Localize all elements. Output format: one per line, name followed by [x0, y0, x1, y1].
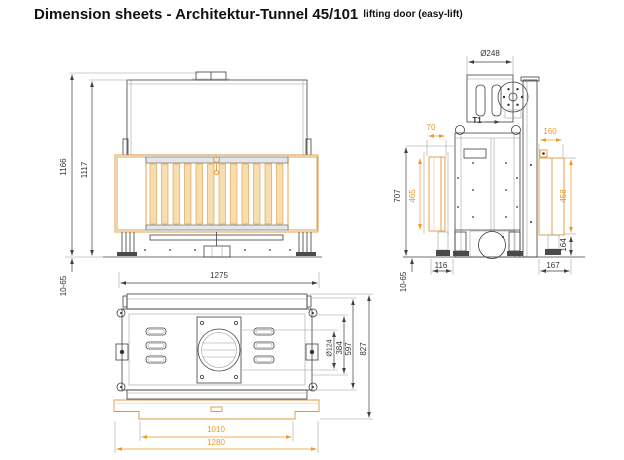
dim-front-feet-range: 10-65	[59, 275, 68, 297]
dim-side-opening-height: 707	[393, 189, 402, 203]
dim-front-body-height: 1117	[80, 161, 89, 179]
lifting-door-glass	[114, 400, 319, 419]
louvers-right	[254, 328, 274, 363]
dim-plan-inner-depth: 384	[335, 341, 344, 355]
dim-side-glass-right-height: 458	[559, 189, 568, 203]
dim-plan-width: 1275	[210, 271, 228, 280]
dim-side-glass-left-height: 465	[408, 189, 417, 203]
dim-side-feet-range: 10-65	[399, 271, 408, 293]
side-body	[453, 133, 523, 259]
louvers-left	[146, 328, 166, 363]
glass-slats	[150, 164, 283, 224]
dim-side-front-offset: 116	[434, 261, 448, 270]
glass-edge-left	[424, 152, 450, 256]
dim-plan-glass-total-width: 1280	[207, 438, 225, 447]
side-view	[403, 56, 585, 275]
dim-side-base-height: 164	[559, 238, 568, 252]
dim-plan-glass-inner-width: 1010	[207, 425, 225, 434]
dim-plan-total-depth: 827	[359, 342, 368, 356]
dim-front-total-height: 1166	[59, 158, 68, 176]
title-main: Dimension sheets - Architektur-Tunnel 45/101	[34, 6, 359, 23]
dim-side-back-offset: 167	[546, 261, 560, 270]
flue-plate	[197, 317, 241, 383]
front-base	[65, 232, 322, 257]
dim-plan-body-depth: 597	[344, 342, 353, 356]
title-suffix: lifting door (easy-lift)	[363, 9, 463, 20]
plan-view	[114, 294, 373, 453]
air-intake	[479, 232, 506, 259]
dim-side-flue-diameter: Ø248	[480, 49, 500, 58]
side-flue-collar	[467, 75, 513, 122]
label-t1: T1	[472, 116, 482, 125]
dim-plan-flue-diameter: Ø124	[326, 339, 334, 357]
dim-side-glass-left-offset: 70	[426, 123, 436, 132]
back-column	[521, 77, 539, 257]
front-view	[65, 72, 322, 288]
hood	[127, 80, 307, 155]
dim-side-glass-right-offset: 160	[543, 127, 557, 136]
